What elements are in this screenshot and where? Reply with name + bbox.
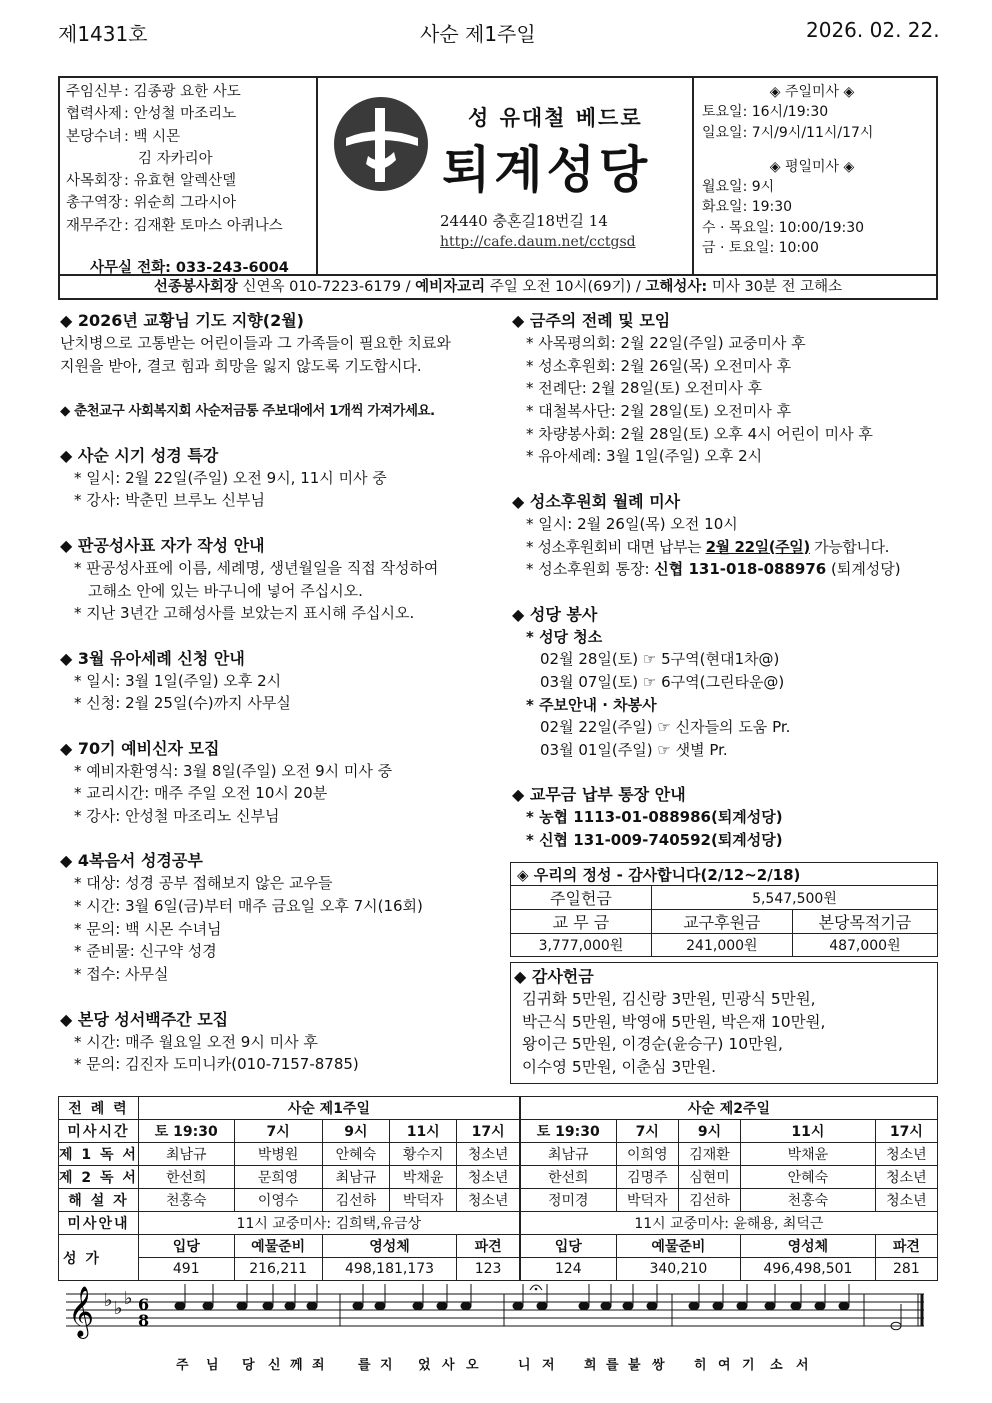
text-line: * 일시: 2월 22일(주일) 오전 9시, 11시 미사 중 bbox=[74, 468, 387, 487]
lyric-syllable: 서 bbox=[796, 1358, 809, 1373]
lyric-syllable: 었 bbox=[418, 1358, 431, 1373]
row-label: 해 설 자 bbox=[59, 1189, 139, 1212]
section-title: ◆ 감사헌금 bbox=[514, 967, 594, 986]
hymn-head: 파견 bbox=[457, 1235, 520, 1258]
text-line: * 차량봉사회: 2월 28일(토) 오후 4시 어린이 미사 후 bbox=[526, 424, 873, 443]
reader-name: 박채윤 bbox=[741, 1143, 876, 1166]
text-line: 고해소 안에 있는 바구니에 넣어 주십시오. bbox=[88, 581, 363, 600]
text-line: * 접수: 사무실 bbox=[74, 965, 169, 984]
text-line: * 문의: 김진자 도미니카(010-7157-8785) bbox=[74, 1055, 359, 1074]
note-head bbox=[737, 1302, 747, 1310]
staff-row bbox=[66, 126, 316, 148]
lyric-syllable: 오 bbox=[466, 1358, 479, 1373]
info-label: 선종봉사회장 bbox=[153, 279, 238, 295]
note-head bbox=[175, 1302, 185, 1310]
commentator-name: 이영수 bbox=[234, 1189, 322, 1212]
lyric-syllable: 니 bbox=[518, 1358, 531, 1373]
offering-value: 487,000원 bbox=[792, 934, 937, 957]
text-line: * 일시: 2월 26일(목) 오전 10시 bbox=[526, 514, 738, 533]
text-part: (퇴계성당) bbox=[826, 560, 901, 579]
mass-time: 9시 bbox=[322, 1120, 389, 1143]
lyric-syllable: 께 bbox=[290, 1358, 303, 1373]
commentator-name: 박덕자 bbox=[616, 1189, 678, 1212]
bulletin-date: 2026. 02. 22. bbox=[806, 18, 940, 42]
section-title: ◆ 성당 봉사 bbox=[512, 604, 598, 624]
text-line: 02월 28일(토) ☞ 5구역(현대1차@) bbox=[540, 650, 780, 669]
commentator-name: 정미경 bbox=[520, 1189, 616, 1212]
lyric-syllable: 님 bbox=[206, 1358, 219, 1373]
hymn-head: 예물준비 bbox=[616, 1235, 740, 1258]
section-title: ◆ 춘천교구 사회복지회 사순저금통 주보대에서 1개씩 가져가세요. bbox=[60, 403, 435, 420]
note-head bbox=[647, 1302, 657, 1310]
section-title: ◆ 70기 예비신자 모집 bbox=[60, 738, 220, 758]
staff-row bbox=[66, 148, 316, 170]
reader-name: 최남규 bbox=[520, 1143, 616, 1166]
note-head bbox=[791, 1302, 801, 1310]
staff-row bbox=[66, 81, 316, 103]
weekday-mass-title: ◈ 평일미사 ◈ bbox=[769, 158, 855, 175]
note-head bbox=[579, 1302, 589, 1310]
mass-time: 17시 bbox=[875, 1120, 937, 1143]
liturgy-schedule-table bbox=[58, 1096, 938, 1281]
text-line: * 유아세례: 3월 1일(주일) 오후 2시 bbox=[526, 447, 763, 466]
mass-time: 토 19:30 bbox=[138, 1120, 234, 1143]
lyric-syllable: 신 bbox=[268, 1358, 281, 1373]
sunday-mass-title: ◈ 주일미사 ◈ bbox=[769, 84, 855, 100]
staff-role: 사목회장 bbox=[66, 173, 123, 190]
note-head bbox=[413, 1302, 423, 1310]
mass-time: 11시 bbox=[390, 1120, 457, 1143]
row-label: 제 1 독 서 bbox=[59, 1143, 139, 1166]
text-line: * 준비물: 신구약 성경 bbox=[74, 942, 217, 961]
staff-name: : 김종광 요한 사도 bbox=[124, 84, 241, 100]
staff-role: 재무주간 bbox=[66, 217, 123, 234]
svg-text:♭: ♭ bbox=[104, 1290, 113, 1311]
hymn-head: 영성체 bbox=[741, 1235, 876, 1258]
hymn-number: 340,210 bbox=[616, 1258, 740, 1281]
info-label: 예비자교리 bbox=[415, 279, 486, 295]
header-box bbox=[58, 76, 938, 276]
info-text: 주일 오전 10시(69기) / bbox=[489, 279, 641, 295]
reader-name: 김명주 bbox=[616, 1166, 678, 1189]
reader-name: 안혜숙 bbox=[741, 1166, 876, 1189]
reader-name: 안혜숙 bbox=[322, 1143, 389, 1166]
svg-text:8: 8 bbox=[138, 1311, 150, 1330]
hymn-number: 496,498,501 bbox=[741, 1258, 876, 1281]
staff-row bbox=[66, 192, 316, 214]
offering-label: 주일헌금 bbox=[511, 886, 652, 910]
weekday-mass-line: 화요일: 19:30 bbox=[702, 199, 793, 216]
hymn-head: 영성체 bbox=[322, 1235, 457, 1258]
row-label: 성 가 bbox=[59, 1235, 139, 1281]
note-head bbox=[263, 1302, 273, 1310]
offering-title: ◈ 우리의 정성 - 감사합니다(2/12~2/18) bbox=[511, 863, 938, 886]
sunday-mass-line: 일요일: 7시/9시/11시/17시 bbox=[702, 124, 874, 141]
text-line: 난치병으로 고통받는 어린이들과 그 가족들이 필요한 치료와 bbox=[60, 334, 451, 352]
lyric-syllable: 기 bbox=[742, 1358, 755, 1373]
lyric-syllable: 쌍 bbox=[652, 1358, 665, 1373]
text-line: 02월 22일(주일) ☞ 신자들의 도움 Pr. bbox=[540, 718, 791, 737]
section-title: ◆ 3월 유아세례 신청 안내 bbox=[60, 648, 245, 668]
mass-time: 11시 bbox=[741, 1120, 876, 1143]
lyric-syllable: 소 bbox=[770, 1358, 783, 1373]
note-head bbox=[713, 1302, 723, 1310]
section-title: ◆ 사순 시기 성경 특강 bbox=[60, 445, 219, 465]
week2-title: 사순 제2주일 bbox=[520, 1097, 938, 1120]
left-column bbox=[60, 310, 500, 1076]
section-title: ◆ 2026년 교황님 기도 지향(2월) bbox=[60, 311, 304, 330]
reader-name: 청소년 bbox=[457, 1143, 520, 1166]
hymn-number: 281 bbox=[875, 1258, 937, 1281]
sub-title: * 주보안내 · 차봉사 bbox=[526, 695, 657, 714]
commentator-name: 청소년 bbox=[875, 1189, 937, 1212]
reader-name: 박채윤 bbox=[390, 1166, 457, 1189]
text-line: * 전례단: 2월 28일(토) 오전미사 후 bbox=[526, 379, 763, 398]
reader-name: 청소년 bbox=[875, 1143, 937, 1166]
staff-name: : 위순희 그라시아 bbox=[124, 195, 237, 212]
note-head bbox=[375, 1302, 385, 1310]
commentator-name: 김선하 bbox=[678, 1189, 740, 1212]
note-head bbox=[513, 1302, 523, 1310]
reader-name: 김재환 bbox=[678, 1143, 740, 1166]
lyric-syllable: 죄 bbox=[312, 1358, 325, 1373]
mass-time: 9시 bbox=[678, 1120, 740, 1143]
office-phone: 사무실 전화: 033-243-6004 bbox=[90, 260, 289, 276]
text-line: 03월 07일(토) ☞ 6구역(그린타운@) bbox=[540, 672, 785, 691]
contact-info-line bbox=[58, 276, 938, 300]
offering-head: 본당목적기금 bbox=[792, 910, 937, 934]
reader-name: 한선희 bbox=[520, 1166, 616, 1189]
lyric-syllable: 희 bbox=[584, 1358, 597, 1373]
note-head bbox=[601, 1302, 611, 1310]
lyric-syllable: 당 bbox=[242, 1358, 255, 1373]
offering-value: 241,000원 bbox=[651, 934, 792, 957]
lyric-syllable: 저 bbox=[542, 1358, 555, 1373]
lyric-syllable: 여 bbox=[718, 1358, 731, 1373]
svg-text:♭: ♭ bbox=[114, 1298, 123, 1319]
row-label: 제 2 독 서 bbox=[59, 1166, 139, 1189]
hymn-head: 입당 bbox=[520, 1235, 616, 1258]
staff-row bbox=[66, 215, 316, 237]
staff-row bbox=[66, 103, 316, 125]
account-line: * 신협 131-009-740592(퇴계성당) bbox=[526, 831, 783, 850]
staff-role: 협력사제 bbox=[66, 106, 123, 123]
week1-title: 사순 제1주일 bbox=[138, 1097, 519, 1120]
hymn-head: 입당 bbox=[138, 1235, 234, 1258]
commentator-name: 천홍숙 bbox=[138, 1189, 234, 1212]
liturgical-title: 사순 제1주일 bbox=[420, 22, 536, 46]
lyric-syllable: 를 bbox=[358, 1358, 371, 1373]
section-title: ◆ 판공성사표 자가 작성 안내 bbox=[60, 535, 265, 555]
offering-value: 3,777,000원 bbox=[511, 934, 652, 957]
text-line: * 예비자환영식: 3월 8일(주일) 오전 9시 미사 중 bbox=[74, 761, 393, 780]
text-line: * 지난 3년간 고해성사를 보았는지 표시해 주십시오. bbox=[74, 604, 415, 623]
right-column bbox=[512, 310, 938, 852]
text-line bbox=[512, 536, 938, 559]
reader-name: 문희영 bbox=[234, 1166, 322, 1189]
account-number: 신협 131-018-088976 bbox=[654, 560, 827, 579]
note-head bbox=[839, 1302, 849, 1310]
lyric-syllable: 를 bbox=[606, 1358, 619, 1373]
section-title: ◆ 본당 성서백주간 모집 bbox=[60, 1009, 229, 1029]
parish-address: 24440 충혼길18번길 14 bbox=[440, 212, 608, 230]
text-line: 지원을 받아, 결코 힘과 희망을 잃지 않도록 기도합시다. bbox=[60, 356, 422, 375]
section-title: ◆ 금주의 전례 및 모임 bbox=[512, 311, 671, 330]
lyric-syllable: 지 bbox=[380, 1358, 393, 1373]
note-head bbox=[815, 1302, 825, 1310]
commentator-name: 박덕자 bbox=[390, 1189, 457, 1212]
row-label: 미사안내 bbox=[59, 1212, 139, 1235]
text-line: * 시간: 3월 6일(금)부터 매주 금요일 오후 7시(16회) bbox=[74, 897, 423, 916]
text-part: 가능합니다. bbox=[809, 537, 889, 556]
text-line: * 강사: 박춘민 브루노 신부님 bbox=[74, 491, 266, 510]
staff-name: : 김재환 토마스 아퀴나스 bbox=[124, 217, 283, 234]
svg-text:6: 6 bbox=[138, 1295, 150, 1314]
text-part: * 성소후원회 통장: bbox=[526, 560, 655, 579]
section-title: ◆ 교무금 납부 통장 안내 bbox=[512, 785, 686, 805]
reader-name: 이희영 bbox=[616, 1143, 678, 1166]
info-label: 고해성사: bbox=[645, 279, 708, 295]
lyric-syllable: 불 bbox=[628, 1358, 641, 1373]
text-line: * 시간: 매주 월요일 오전 9시 미사 후 bbox=[74, 1032, 318, 1051]
reader-name: 박병원 bbox=[234, 1143, 322, 1166]
note-head bbox=[537, 1302, 547, 1310]
commentator-name: 청소년 bbox=[457, 1189, 520, 1212]
reader-name: 청소년 bbox=[457, 1166, 520, 1189]
text-part: * 성소후원회비 대면 납부는 bbox=[526, 537, 706, 556]
weekday-mass-line: 월요일: 9시 bbox=[702, 179, 775, 196]
issue-number: 제1431호 bbox=[58, 22, 148, 46]
hymn-number: 123 bbox=[457, 1258, 520, 1281]
note-head bbox=[353, 1302, 363, 1310]
lyric-syllable: 주 bbox=[176, 1358, 189, 1373]
text-line bbox=[512, 558, 938, 581]
offering-table bbox=[510, 862, 938, 957]
mass-time: 17시 bbox=[457, 1120, 520, 1143]
note-head bbox=[765, 1302, 775, 1310]
offering-head: 교구후원금 bbox=[651, 910, 792, 934]
text-line: 김귀화 5만원, 김신랑 3만원, 민광식 5만원, bbox=[522, 990, 816, 1008]
text-line: * 신청: 2월 25일(수)까지 사무실 bbox=[74, 694, 291, 713]
hymn-head: 파견 bbox=[875, 1235, 937, 1258]
staff-role: 주임신부 bbox=[66, 84, 123, 100]
score-lyrics bbox=[58, 1354, 938, 1376]
text-line: * 강사: 안성철 마조리노 신부님 bbox=[74, 807, 280, 825]
mass-time: 토 19:30 bbox=[520, 1120, 616, 1143]
staff-list bbox=[60, 78, 318, 274]
mass-time: 7시 bbox=[616, 1120, 678, 1143]
weekday-mass-line: 금 · 토요일: 10:00 bbox=[702, 240, 819, 257]
sub-title: * 성당 청소 bbox=[526, 627, 603, 646]
reader-name: 심현미 bbox=[678, 1166, 740, 1189]
staff-name: : 유효현 알렉산델 bbox=[124, 173, 237, 190]
text-line: * 일시: 3월 1일(주일) 오후 2시 bbox=[74, 671, 282, 690]
text-line: * 성소후원회: 2월 26일(목) 오전미사 후 bbox=[526, 356, 792, 375]
reader-name: 황수지 bbox=[390, 1143, 457, 1166]
hymn-number: 498,181,173 bbox=[322, 1258, 457, 1281]
note-head bbox=[689, 1302, 699, 1310]
hymn-head: 예물준비 bbox=[234, 1235, 322, 1258]
parish-cross-logo bbox=[328, 94, 434, 194]
hymn-number: 216,211 bbox=[234, 1258, 322, 1281]
hymn-number: 124 bbox=[520, 1258, 616, 1281]
svg-text:𝄞: 𝄞 bbox=[68, 1286, 95, 1337]
text-line: 박근식 5만원, 박영애 5만원, 박은재 10만원, bbox=[522, 1012, 826, 1031]
weekday-mass-line: 수 · 목요일: 10:00/19:30 bbox=[702, 219, 865, 236]
note-head bbox=[237, 1302, 247, 1310]
hymn-number: 491 bbox=[138, 1258, 234, 1281]
cafe-link[interactable]: http://cafe.daum.net/cctgsd bbox=[440, 234, 636, 250]
score-staff bbox=[58, 1280, 938, 1350]
mass-guide: 11시 교중미사: 윤해용, 최덕근 bbox=[520, 1212, 938, 1235]
text-line: 03월 01일(주일) ☞ 샛별 Pr. bbox=[540, 741, 728, 759]
mass-time: 7시 bbox=[234, 1120, 322, 1143]
reader-name: 최남규 bbox=[322, 1166, 389, 1189]
staff-name: : 백 시몬 bbox=[124, 128, 181, 145]
note-head bbox=[437, 1302, 447, 1310]
staff-name: 김 자카리아 bbox=[138, 150, 213, 167]
text-line: 이수영 5만원, 이춘심 3만원. bbox=[522, 1058, 717, 1077]
highlight-date: 2월 22일(주일) bbox=[705, 537, 810, 556]
parish-name: 퇴계성당 bbox=[442, 141, 652, 199]
text-line: * 문의: 백 시몬 수녀님 bbox=[74, 919, 222, 938]
note-head bbox=[307, 1302, 317, 1310]
row-label: 미사시간 bbox=[59, 1120, 139, 1143]
offering-value: 5,547,500원 bbox=[651, 886, 937, 910]
info-text: 신연옥 010-7223-6179 / bbox=[242, 279, 411, 295]
thanks-box bbox=[510, 962, 938, 1084]
reader-name: 한선희 bbox=[138, 1166, 234, 1189]
commentator-name: 김선하 bbox=[322, 1189, 389, 1212]
commentator-name: 천홍숙 bbox=[741, 1189, 876, 1212]
text-line: * 판공성사표에 이름, 세례명, 생년월일을 직접 작성하여 bbox=[74, 558, 439, 577]
info-text: 미사 30분 전 고해소 bbox=[711, 279, 843, 295]
music-score bbox=[58, 1280, 938, 1390]
text-line: * 대상: 성경 공부 접해보지 않은 교우들 bbox=[74, 874, 333, 893]
text-line: * 대철복사단: 2월 28일(토) 오전미사 후 bbox=[526, 402, 792, 421]
text-line: 왕이근 5만원, 이경순(윤승구) 10만원, bbox=[522, 1035, 783, 1054]
score-notes bbox=[175, 1284, 901, 1330]
note-head bbox=[623, 1302, 633, 1310]
text-line: * 교리시간: 매주 주일 오전 10시 20분 bbox=[74, 784, 328, 803]
account-line: * 농협 1113-01-088986(퇴계성당) bbox=[526, 808, 783, 827]
note-head bbox=[203, 1302, 213, 1310]
note-head bbox=[285, 1302, 295, 1310]
svg-text:♭: ♭ bbox=[124, 1288, 133, 1309]
note-head bbox=[461, 1302, 471, 1310]
section-title: ◆ 성소후원회 월례 미사 bbox=[512, 491, 681, 511]
text-line: * 사목평의회: 2월 22일(주일) 교중미사 후 bbox=[526, 334, 806, 352]
staff-row bbox=[66, 170, 316, 192]
parish-logo-area bbox=[318, 78, 692, 274]
parish-subtitle: 성 유대철 베드로 bbox=[468, 106, 643, 130]
lyric-syllable: 히 bbox=[694, 1358, 707, 1373]
offering-head: 교 무 금 bbox=[511, 910, 652, 934]
staff-role: 본당수녀 bbox=[66, 128, 123, 145]
staff-role: 총구역장 bbox=[66, 195, 123, 212]
mass-times bbox=[692, 78, 938, 274]
mass-guide: 11시 교중미사: 김희택,유금상 bbox=[138, 1212, 519, 1235]
staff-name: : 안성철 마조리노 bbox=[124, 106, 237, 123]
row-label: 전 례 력 bbox=[59, 1097, 139, 1120]
sunday-mass-line: 토요일: 16시/19:30 bbox=[702, 104, 829, 121]
reader-name: 최남규 bbox=[138, 1143, 234, 1166]
reader-name: 청소년 bbox=[875, 1166, 937, 1189]
lyric-syllable: 사 bbox=[442, 1358, 455, 1373]
section-title: ◆ 4복음서 성경공부 bbox=[60, 851, 203, 871]
